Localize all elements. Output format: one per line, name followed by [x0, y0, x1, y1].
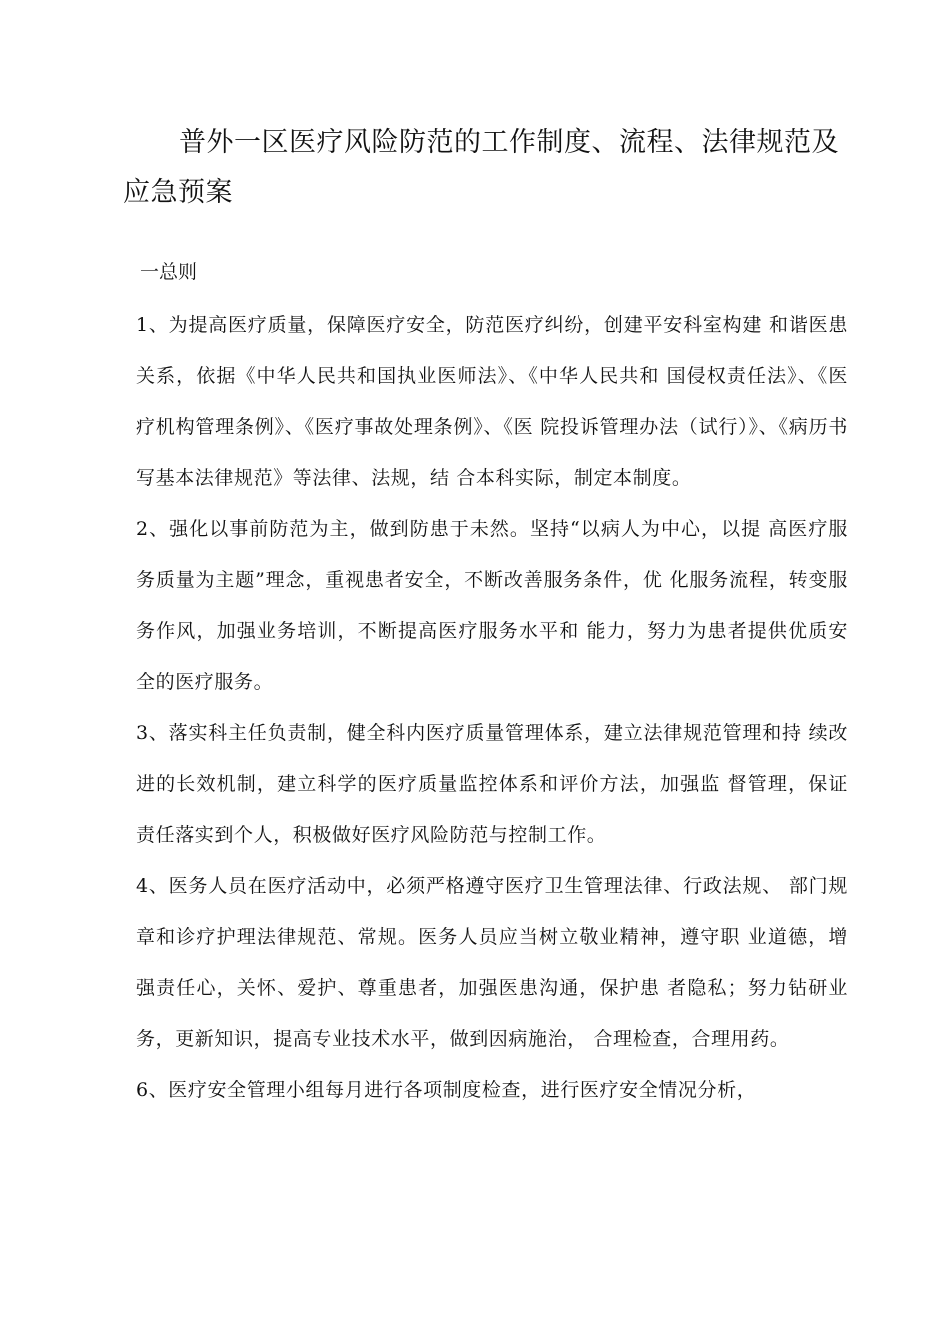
- paragraph-1: 1、为提高医疗质量，保障医疗安全，防范医疗纠纷，创建平安科室构建 和谐医患关系，依据《中华人民共和国执业医师法》、《中华人民共和 国侵权责任法》、《医疗机构管理条例》、《医疗事故处理条例》、《医 院投诉管理办法（试行）》、《病历书写基本法律规范》等法律、法规，结 合本科实际，制定本制度。: [136, 314, 848, 489]
- paragraph-3: 3、落实科主任负责制，健全科内医疗质量管理体系，建立法律规范管理和持 续改进的长效机制，建立科学的医疗质量监控体系和评价方法，加强监 督管理，保证责任落实到个人，积极做好医疗风险防范与控制工作。: [136, 722, 848, 846]
- document-body: [136, 300, 848, 1116]
- paragraph-2: 2、强化以事前防范为主，做到防患于未然。坚持“以病人为中心，以提 高医疗服务质量为主题”理念，重视患者安全，不断改善服务条件，优 化服务流程，转变服务作风，加强业务培训，不断提高医疗服务水平和 能力，努力为患者提供优质安全的医疗服务。: [136, 518, 848, 693]
- document-title: 普外一区医疗风险防范的工作制度、流程、法律规范及应急预案: [123, 127, 839, 208]
- section-heading: 一总则: [140, 261, 198, 283]
- paragraph-4: 4、医务人员在医疗活动中，必须严格遵守医疗卫生管理法律、行政法规、 部门规章和诊疗护理法律规范、常规。医务人员应当树立敬业精神，遵守职 业道德，增强责任心，关怀、爱护、尊重患者，加强医患沟通，保护患 者隐私；努力钻研业务，更新知识，提高专业技术水平，做到因病施治， 合理检查，合理用药。: [136, 875, 848, 1050]
- paragraph-6: 6、医疗安全管理小组每月进行各项制度检查，进行医疗安全情况分析，: [136, 1079, 757, 1101]
